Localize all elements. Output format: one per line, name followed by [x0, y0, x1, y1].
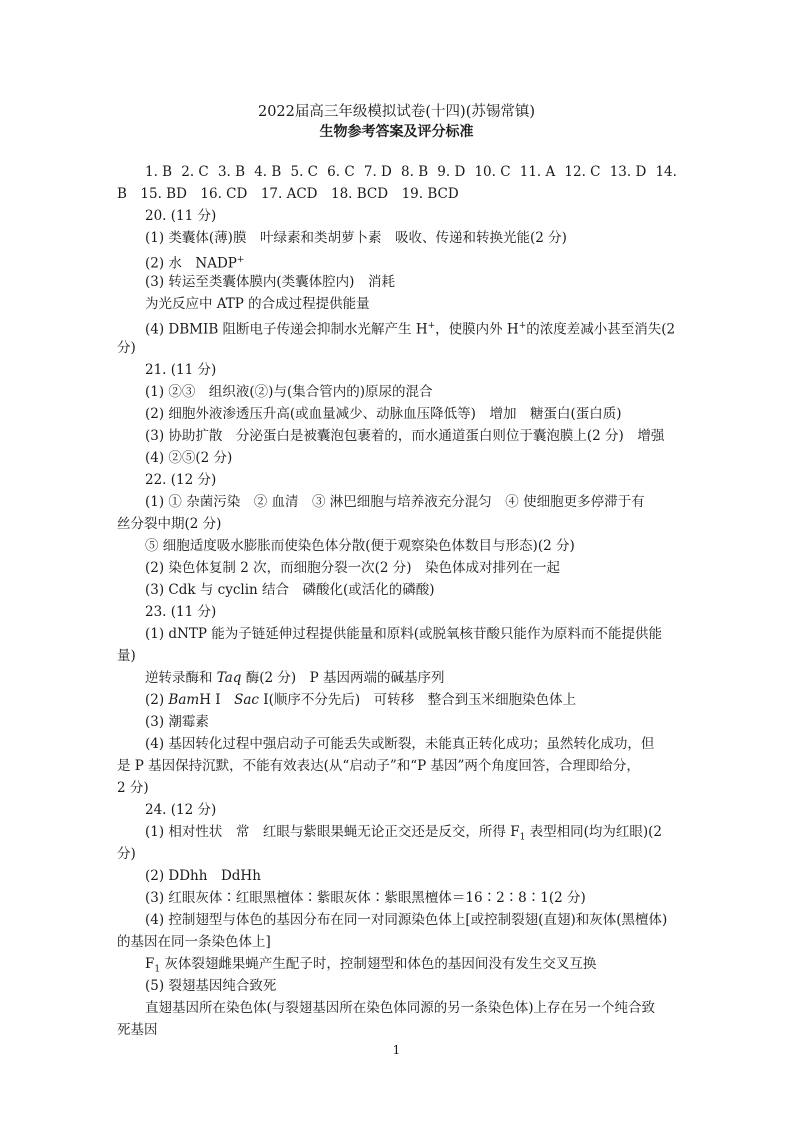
choice-answer: 10. C: [474, 164, 511, 180]
q20-answer-3: (3) 转运至类囊体膜内(类囊体腔内) 消耗: [145, 274, 395, 290]
q24-answer-5b: 直翅基因所在染色体(与裂翅基因所在染色体同源的另一条染色体)上存在另一个纯合致: [145, 1000, 656, 1016]
q21-answer-2: (2) 细胞外液渗透压升高(或血量减少、动脉血压降低等) 增加 糖蛋白(蛋白质): [145, 406, 622, 422]
text: (2) 水 NADP: [145, 255, 237, 272]
choice-answer: 6. C: [327, 164, 355, 180]
q21-answer-3: (3) 协助扩散 分泌蛋白是被囊泡包裹着的，而水通道蛋白则位于囊泡膜上(2 分) 增强: [145, 428, 665, 444]
q24-answer-4: (4) 控制翅型与体色的基因分布在同一对同源染色体上[或控制裂翅(直翅)和灰体(黑檀体): [145, 912, 668, 928]
text: (1) 相对性状 常 红眼与紫眼果蝇无论正交还是反交，所得 F: [145, 824, 520, 840]
q23-answer-1-cont: 量): [117, 648, 136, 664]
choice-answer: 1. B: [145, 164, 173, 180]
q24-answer-1: [145, 823, 662, 847]
italic-text: Sac: [234, 692, 259, 708]
q20-answer-2: [145, 251, 244, 273]
choice-answer: 5. C: [290, 164, 318, 180]
text: 表型相同(均为红眼)(2: [525, 824, 662, 840]
q20-answer-4-cont: 分): [117, 340, 136, 356]
choice-answers-row2: B 15. BD 16. CD 17. ACD 18. BCD 19. BCD: [117, 186, 459, 202]
choice-answer: 2. C: [181, 164, 209, 180]
subscript: 1: [154, 964, 161, 975]
q20-answer-3b: 为光反应中 ATP 的合成过程提供能量: [145, 296, 370, 312]
q24-answer-2: (2) DDhh DdHh: [145, 868, 261, 884]
superscript: +: [427, 321, 436, 331]
q24-answer-4b: [145, 955, 596, 979]
text: Ⅰ(顺序不分先后) 可转移 整合到玉米细胞染色体上: [258, 692, 577, 708]
q23-answer-4-cont2: 2 分): [117, 780, 149, 796]
document-title: 2022届高三年级模拟试卷(十四)(苏锡常镇): [257, 104, 536, 120]
choice-answer: 8. B: [401, 164, 429, 180]
text: 的浓度差减小甚至消失(2: [526, 321, 676, 338]
q20-answer-1: (1) 类囊体(薄)膜 叶绿素和类胡萝卜素 吸收、传递和转换光能(2 分): [145, 230, 567, 246]
q22-answer-3: (3) Cdk 与 cyclin 结合 磷酸化(或活化的磷酸): [145, 582, 435, 598]
q22-answer-1b: ⑤ 细胞适度吸水膨胀而使染色体分散(便于观察染色体数目与形态)(2 分): [145, 538, 575, 554]
italic-text: Taq: [216, 670, 242, 686]
text: 逆转录酶和: [145, 670, 217, 686]
document-subtitle: 生物参考答案及评分标准: [319, 124, 474, 140]
q23-heading: 23. (11 分): [145, 604, 217, 620]
q24-answer-3: (3) 红眼灰体∶红眼黑檀体∶紫眼灰体∶紫眼黑檀体＝16∶2∶8∶1(2 分): [145, 890, 586, 906]
q21-answer-1: (1) ②③ 组织液(②)与(集合管内的)原尿的混合: [145, 384, 433, 400]
q24-answer-1-cont: 分): [117, 846, 136, 862]
superscript: +: [236, 255, 245, 265]
superscript: +: [518, 321, 527, 331]
text: (4) DBMIB 阻断电子传递会抑制水光解产生 H: [145, 321, 428, 338]
choice-answer: 11. A: [519, 164, 556, 180]
choice-answer: 13. D: [609, 164, 647, 180]
q24-answer-4-cont: 的基因在同一条染色体上]: [117, 934, 271, 950]
q23-answer-1b: [145, 669, 445, 687]
text: (2): [145, 692, 169, 708]
q20-answer-4: [145, 317, 675, 339]
q23-answer-4-cont: 是 P 基因保持沉默，不能有效表达(从“启动子”和“P 基因”两个角度回答，合理即给分，: [117, 758, 640, 774]
text: 酶(2 分) P 基因两端的碱基序列: [241, 670, 445, 686]
choice-answer: 7. D: [363, 164, 392, 180]
italic-text: Bam: [168, 692, 200, 708]
q20-heading: 20. (11 分): [145, 208, 217, 224]
page-number: 1: [392, 1043, 401, 1057]
choice-answer: 14.: [655, 164, 677, 180]
q23-answer-4: (4) 基因转化过程中强启动子可能丢失或断裂，未能真正转化成功；虽然转化成功，但: [145, 736, 655, 752]
q24-heading: 24. (12 分): [145, 802, 217, 818]
q22-answer-2: (2) 染色体复制 2 次，而细胞分裂一次(2 分) 染色体成对排列在一起: [145, 560, 560, 576]
q23-answer-1: (1) dNTP 能为子链延伸过程提供能量和原料(或脱氧核苷酸只能作为原料而不能提供能: [145, 626, 663, 642]
choice-answer: 12. C: [564, 164, 601, 180]
q23-answer-2: [145, 691, 576, 709]
text: F: [145, 956, 155, 972]
q21-answer-4: (4) ②⑤(2 分): [145, 450, 233, 466]
choice-answer: 4. B: [254, 164, 282, 180]
text: ，使膜内外 H: [435, 321, 519, 338]
q22-answer-1: (1) ① 杂菌污染 ② 血清 ③ 淋巴细胞与培养液充分混匀 ④ 使细胞更多停滞于有: [145, 494, 645, 510]
q22-heading: 22. (12 分): [145, 472, 217, 488]
q24-answer-5: (5) 裂翅基因纯合致死: [145, 978, 277, 994]
q24-answer-5b-cont: 死基因: [117, 1022, 158, 1038]
text: 灰体裂翅雌果蝇产生配子时，控制翅型和体色的基因间没有发生交叉互换: [160, 956, 597, 972]
choice-answer: 9. D: [437, 164, 466, 180]
subscript: 1: [519, 832, 526, 843]
text: H Ⅰ: [199, 692, 235, 708]
choice-answers-row1: [145, 163, 677, 181]
q22-answer-1-cont: 丝分裂中期(2 分): [117, 516, 222, 532]
choice-answer: 3. B: [217, 164, 246, 180]
q21-heading: 21. (11 分): [145, 362, 217, 378]
q23-answer-3: (3) 潮霉素: [145, 714, 209, 730]
